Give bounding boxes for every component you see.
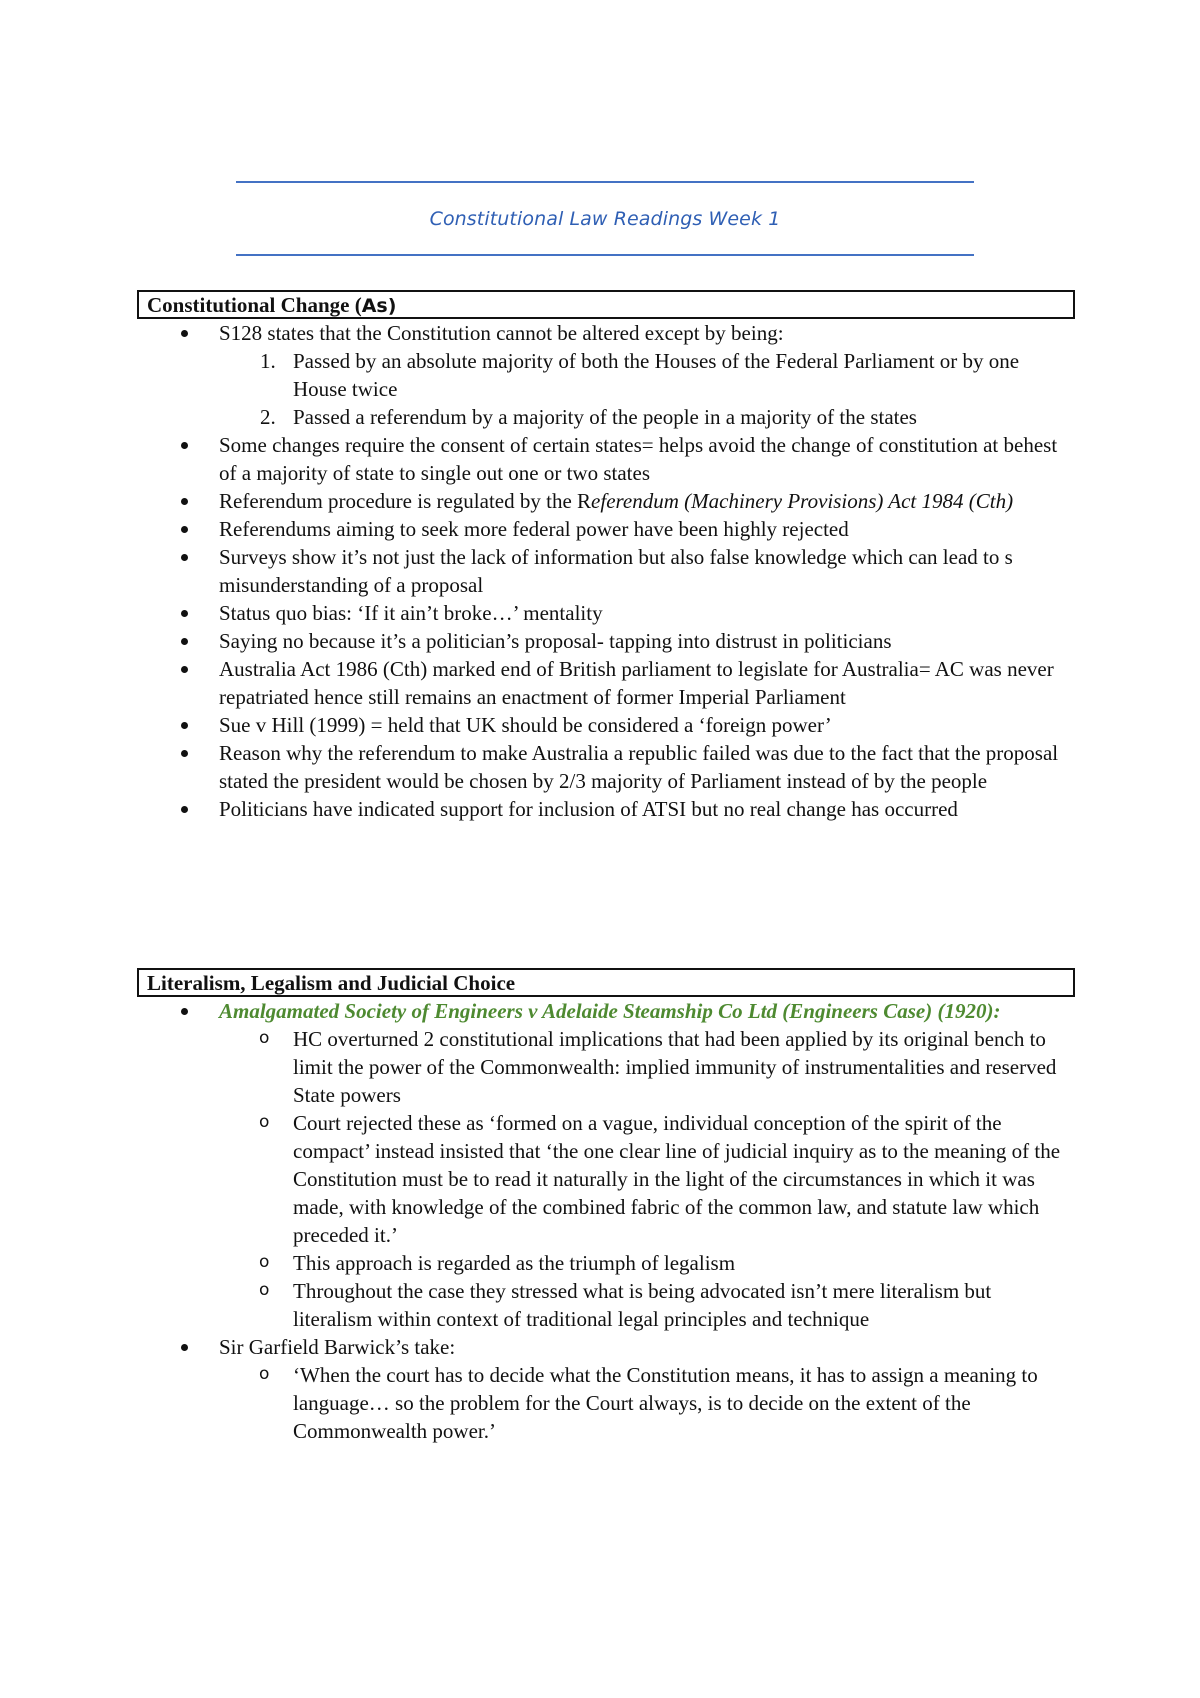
list-item: [137, 627, 1075, 655]
bullet-text: Referendum procedure is regulated by the R: [219, 489, 592, 513]
bullet-icon: [181, 610, 188, 617]
header-bottom-rule: [236, 254, 974, 256]
act-citation: eferendum (Machinery Provisions) Act 1984 (Cth): [591, 489, 1014, 513]
bullet-icon: [181, 330, 188, 337]
case-name: Amalgamated Society of Engineers v Adelaide Steamship Co Ltd (Engineers Case) (1920):: [219, 999, 1001, 1023]
list-item: [137, 599, 1075, 627]
list-item: [137, 795, 1075, 823]
sub-item: [219, 1025, 1075, 1109]
list-item: [137, 711, 1075, 739]
bullet-text: Some changes require the consent of certain states= helps avoid the change of constitution at behest of a majority of state to single out one or two states: [219, 433, 1058, 485]
bullet-icon: [181, 442, 188, 449]
numbered-list: [219, 347, 1075, 431]
section-constitutional-change: [137, 290, 1075, 823]
item-text: Passed a referendum by a majority of the people in a majority of the states: [293, 405, 917, 429]
sub-item-text: Court rejected these as ‘formed on a vague, individual conception of the spirit of the compact’ instead insisted that ‘the one clear line of judicial inquiry as to the meaning of the Constitution must be to read it naturally in the light of the circumstances in which it was made, with knowledge of the combined fabric of the common law, and statute law which preceded it.’: [293, 1111, 1061, 1247]
section-heading-suffix: As): [361, 295, 397, 317]
bullet-text: Saying no because it’s a politician’s proposal- tapping into distrust in politicians: [219, 629, 892, 653]
sub-list: [219, 1025, 1075, 1333]
circle-bullet-icon: o: [259, 1028, 270, 1048]
bullet-icon: [181, 526, 188, 533]
sub-item: [219, 1277, 1075, 1333]
bullet-list: [137, 319, 1075, 823]
list-item: [137, 431, 1075, 487]
bullet-icon: [181, 554, 188, 561]
bullet-icon: [181, 1008, 188, 1015]
list-item: [137, 543, 1075, 599]
circle-bullet-icon: o: [259, 1252, 270, 1272]
bullet-text: Reason why the referendum to make Australia a republic failed was due to the fact that the proposal stated the president would be chosen by 2/3 majority of Parliament instead of by the people: [219, 741, 1059, 793]
bullet-icon: [181, 806, 188, 813]
section-literalism: [137, 968, 1075, 1445]
section-heading-text: Constitutional Change (: [147, 293, 362, 317]
sub-item: [219, 1361, 1075, 1445]
list-item: [137, 739, 1075, 795]
bullet-list: [137, 997, 1075, 1445]
numbered-item: [219, 403, 1075, 431]
section-heading: [137, 290, 1075, 319]
list-item: [137, 515, 1075, 543]
bullet-icon: [181, 498, 188, 505]
list-item: [137, 487, 1075, 515]
bullet-text: Status quo bias: ‘If it ain’t broke…’ mentality: [219, 601, 603, 625]
bullet-text: Surveys show it’s not just the lack of information but also false knowledge which can lead to s misunderstanding of a proposal: [219, 545, 1013, 597]
bullet-icon: [181, 750, 188, 757]
item-number: 2.: [260, 405, 276, 429]
bullet-text: S128 states that the Constitution cannot be altered except by being:: [219, 321, 784, 345]
numbered-item: [219, 347, 1075, 403]
sub-item-text: Throughout the case they stressed what is being advocated isn’t mere literalism but literalism within context of traditional legal principles and technique: [293, 1279, 992, 1331]
section-heading: Literalism, Legalism and Judicial Choice: [137, 968, 1075, 997]
bullet-icon: [181, 666, 188, 673]
document-header: [236, 181, 974, 256]
circle-bullet-icon: o: [259, 1280, 270, 1300]
sub-item-text: HC overturned 2 constitutional implications that had been applied by its original bench to limit the power of the Commonwealth: implied immunity of instrumentalities and reserved State powers: [293, 1027, 1057, 1107]
bullet-text: Sir Garfield Barwick’s take:: [219, 1335, 456, 1359]
sub-item: [219, 1109, 1075, 1249]
bullet-text: Australia Act 1986 (Cth) marked end of British parliament to legislate for Australia= AC was never repatriated hence still remains an enactment of former Imperial Parliament: [219, 657, 1054, 709]
bullet-icon: [181, 638, 188, 645]
list-item: [137, 1333, 1075, 1445]
list-item: [137, 997, 1075, 1333]
bullet-icon: [181, 722, 188, 729]
document-title: Constitutional Law Readings Week 1: [429, 208, 781, 230]
circle-bullet-icon: o: [259, 1112, 270, 1132]
bullet-icon: [181, 1344, 188, 1351]
sub-item-text: ‘When the court has to decide what the Constitution means, it has to assign a meaning to language… so the problem for the Court always, is to decide on the extent of the Commonwealth power.’: [293, 1363, 1038, 1443]
bullet-text: Referendums aiming to seek more federal power have been highly rejected: [219, 517, 849, 541]
list-item: [137, 319, 1075, 431]
bullet-text: Sue v Hill (1999) = held that UK should be considered a ‘foreign power’: [219, 713, 832, 737]
sub-item: [219, 1249, 1075, 1277]
item-text: Passed by an absolute majority of both the Houses of the Federal Parliament or by one House twice: [293, 349, 1020, 401]
list-item: [137, 655, 1075, 711]
sub-item-text: This approach is regarded as the triumph of legalism: [293, 1251, 736, 1275]
header-top-rule: [236, 181, 974, 183]
item-number: 1.: [260, 349, 276, 373]
sub-list: [219, 1361, 1075, 1445]
circle-bullet-icon: o: [259, 1364, 270, 1384]
bullet-text: Politicians have indicated support for inclusion of ATSI but no real change has occurred: [219, 797, 958, 821]
